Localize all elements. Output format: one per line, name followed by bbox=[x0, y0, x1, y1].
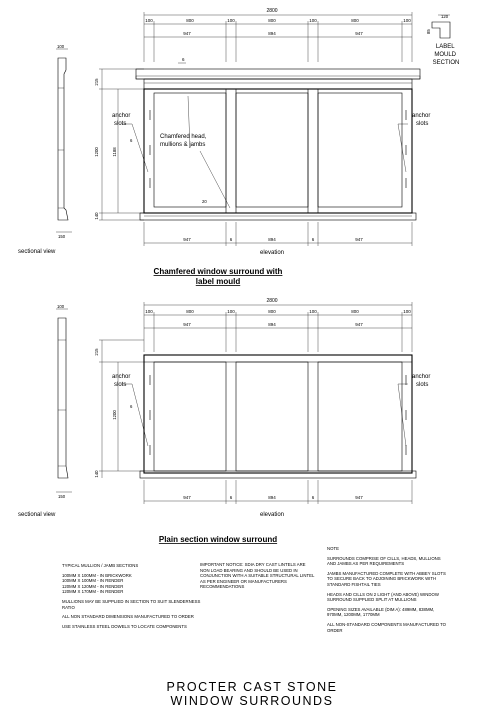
seg-label: 100 bbox=[227, 18, 235, 23]
section-top-label: 100 bbox=[57, 304, 65, 309]
label-mould-width: 120 bbox=[441, 14, 449, 19]
note-item: SURROUNDS COMPRISE OF CILLS, HEADS, MULLIONS AND JAMBS AS PER REQUIREMENTS bbox=[327, 555, 441, 567]
elevation-label: elevation bbox=[259, 512, 285, 518]
inner-dim-label: 947 bbox=[355, 322, 363, 327]
gap-label: 6 bbox=[182, 57, 185, 62]
section-base-label: 150 bbox=[58, 234, 66, 239]
bottom-dim-label: 947 bbox=[183, 237, 191, 242]
gap-label: 6 bbox=[130, 404, 133, 409]
note-heading: TYPICAL MULLION / JAMB SECTIONS bbox=[62, 563, 139, 568]
bottom-dim-label: 6 bbox=[229, 237, 233, 242]
vert-dim-label: 215 bbox=[94, 78, 99, 86]
label-mould-line: MOULD bbox=[434, 52, 456, 58]
bottom-dim-label: 894 bbox=[268, 237, 276, 242]
seg-label: 800 bbox=[351, 18, 359, 23]
vert-dim-label: 20 bbox=[202, 199, 207, 204]
bottom-dim-label: 6 bbox=[311, 237, 315, 242]
anchor-slots-label-right: anchor slots bbox=[412, 113, 431, 127]
label-mould-line: LABEL bbox=[435, 44, 455, 50]
bottom-dim-label: 947 bbox=[183, 495, 191, 500]
vert-dim-label: 215 bbox=[94, 348, 99, 356]
inner-dim-label: 947 bbox=[183, 322, 191, 327]
chamfered-surround-drawing bbox=[18, 8, 459, 286]
seg-label: 100 bbox=[309, 309, 317, 314]
vert-dim-label: 1200 bbox=[112, 410, 117, 420]
section-base-label: 150 bbox=[58, 494, 66, 499]
chamfer-label: Chamfered head, bbox=[160, 134, 207, 140]
seg-label: 100 bbox=[309, 18, 317, 23]
chamfered-title-line2: label mould bbox=[195, 277, 241, 286]
note-item: 100MM X 100MM - IN BRICKWORK 100MM X 100MM - IN RENDER 120MM X 120MM - IN RENDER 120MM X 170MM - IN RENDER bbox=[62, 572, 132, 595]
footer-title-line2: WINDOW SURROUNDS bbox=[170, 694, 334, 708]
notes-right bbox=[327, 546, 449, 637]
note-item: HEADS AND CILLS ON 2 LIGHT (AND ABOVE) WINDOW SURROUND SUPPLIED SPLIT AT MULLIONS bbox=[327, 591, 439, 603]
label-mould-section-title bbox=[433, 44, 460, 66]
sectional-view-label: sectional view bbox=[18, 249, 56, 255]
anchor-slots-label: anchor slots bbox=[112, 374, 131, 388]
label-mould-height: 85 bbox=[426, 29, 431, 34]
note-item: USE STAINLESS STEEL DOWELS TO LOCATE COMPONENTS bbox=[62, 623, 187, 629]
seg-label: 100 bbox=[403, 309, 411, 314]
vert-dim-label: 1200 bbox=[94, 147, 99, 157]
label-mould-line: SECTION bbox=[432, 60, 460, 66]
elevation-label: elevation bbox=[259, 250, 285, 256]
sectional-view-label: sectional view bbox=[18, 512, 56, 518]
seg-label: 100 bbox=[403, 18, 411, 23]
vert-dim-label: 6 bbox=[130, 138, 133, 143]
notes-middle bbox=[200, 562, 316, 594]
plain-section-title: Plain section window surround bbox=[158, 535, 278, 544]
inner-dim-label: 894 bbox=[268, 322, 276, 327]
vert-dim-label: 1188 bbox=[112, 147, 117, 157]
inner-dim-label: 947 bbox=[183, 31, 191, 36]
notes-left bbox=[62, 563, 202, 633]
note-item: MULLIONS MAY BE SUPPLIED IN SECTION TO SUIT SLENDERNESS RATIO bbox=[62, 598, 201, 610]
bottom-dim-label: 894 bbox=[268, 495, 276, 500]
bottom-dim-label: 947 bbox=[355, 495, 363, 500]
seg-label: 800 bbox=[186, 18, 194, 23]
note-item: JAMBS MANUFACTURED COMPLETE WITH ABBEY SLOTS TO SECURE BACK TO ADJOINING BRICKWORK WITH STANDARD FISHTAIL TIES bbox=[327, 570, 446, 587]
bottom-dim-label: 947 bbox=[355, 237, 363, 242]
inner-dim-label: 894 bbox=[268, 31, 276, 36]
plain-surround-drawing bbox=[18, 298, 430, 544]
note-item: ALL NON STANDARD DIMENSIONS MANUFACTURED TO ORDER bbox=[62, 614, 194, 620]
footer-title-line1: PROCTER CAST STONE bbox=[166, 680, 338, 694]
seg-label: 800 bbox=[268, 18, 276, 23]
anchor-slots-label-right: anchor slots bbox=[412, 374, 431, 388]
seg-label: 100 bbox=[227, 309, 235, 314]
inner-dim-label: 947 bbox=[355, 31, 363, 36]
section-top-label: 100 bbox=[57, 44, 65, 49]
bottom-dim-label: 6 bbox=[311, 495, 315, 500]
note-item: ALL NON-STANDARD COMPONENTS MANUFACTURED TO ORDER bbox=[327, 621, 446, 633]
overall-width-label: 2800 bbox=[266, 8, 278, 14]
note-heading: NOTE bbox=[327, 546, 339, 551]
vert-dim-label: 140 bbox=[94, 470, 99, 478]
note-item: OPENING SIZES AVAILABLE (DIM A): 489MM, 838MM, 970MM, 1200MM, 1770MM bbox=[327, 606, 435, 618]
seg-label: 800 bbox=[351, 309, 359, 314]
seg-label: 100 bbox=[145, 309, 153, 314]
anchor-slots-label: anchor slots bbox=[112, 113, 131, 127]
bottom-dim-label: 6 bbox=[229, 495, 233, 500]
chamfer-label: mullions & jambs bbox=[160, 142, 206, 148]
seg-label: 800 bbox=[186, 309, 194, 314]
seg-label: 800 bbox=[268, 309, 276, 314]
seg-label: 100 bbox=[145, 18, 153, 23]
vert-dim-label: 140 bbox=[94, 212, 99, 220]
important-notice: IMPORTANT NOTICE: SDIA DRY CAST LINTELS ARE NON LOAD BEARING AND SHOULD BE USED IN CONJUNCTION WITH A SUITABLE STRUCTURAL LINTEL AS PER ENGINEER OR MANUFACTURERS RECOMMENDATIONS bbox=[200, 562, 315, 590]
overall-width-label: 2800 bbox=[266, 298, 278, 304]
chamfered-title-line1: Chamfered window surround with bbox=[153, 267, 283, 276]
